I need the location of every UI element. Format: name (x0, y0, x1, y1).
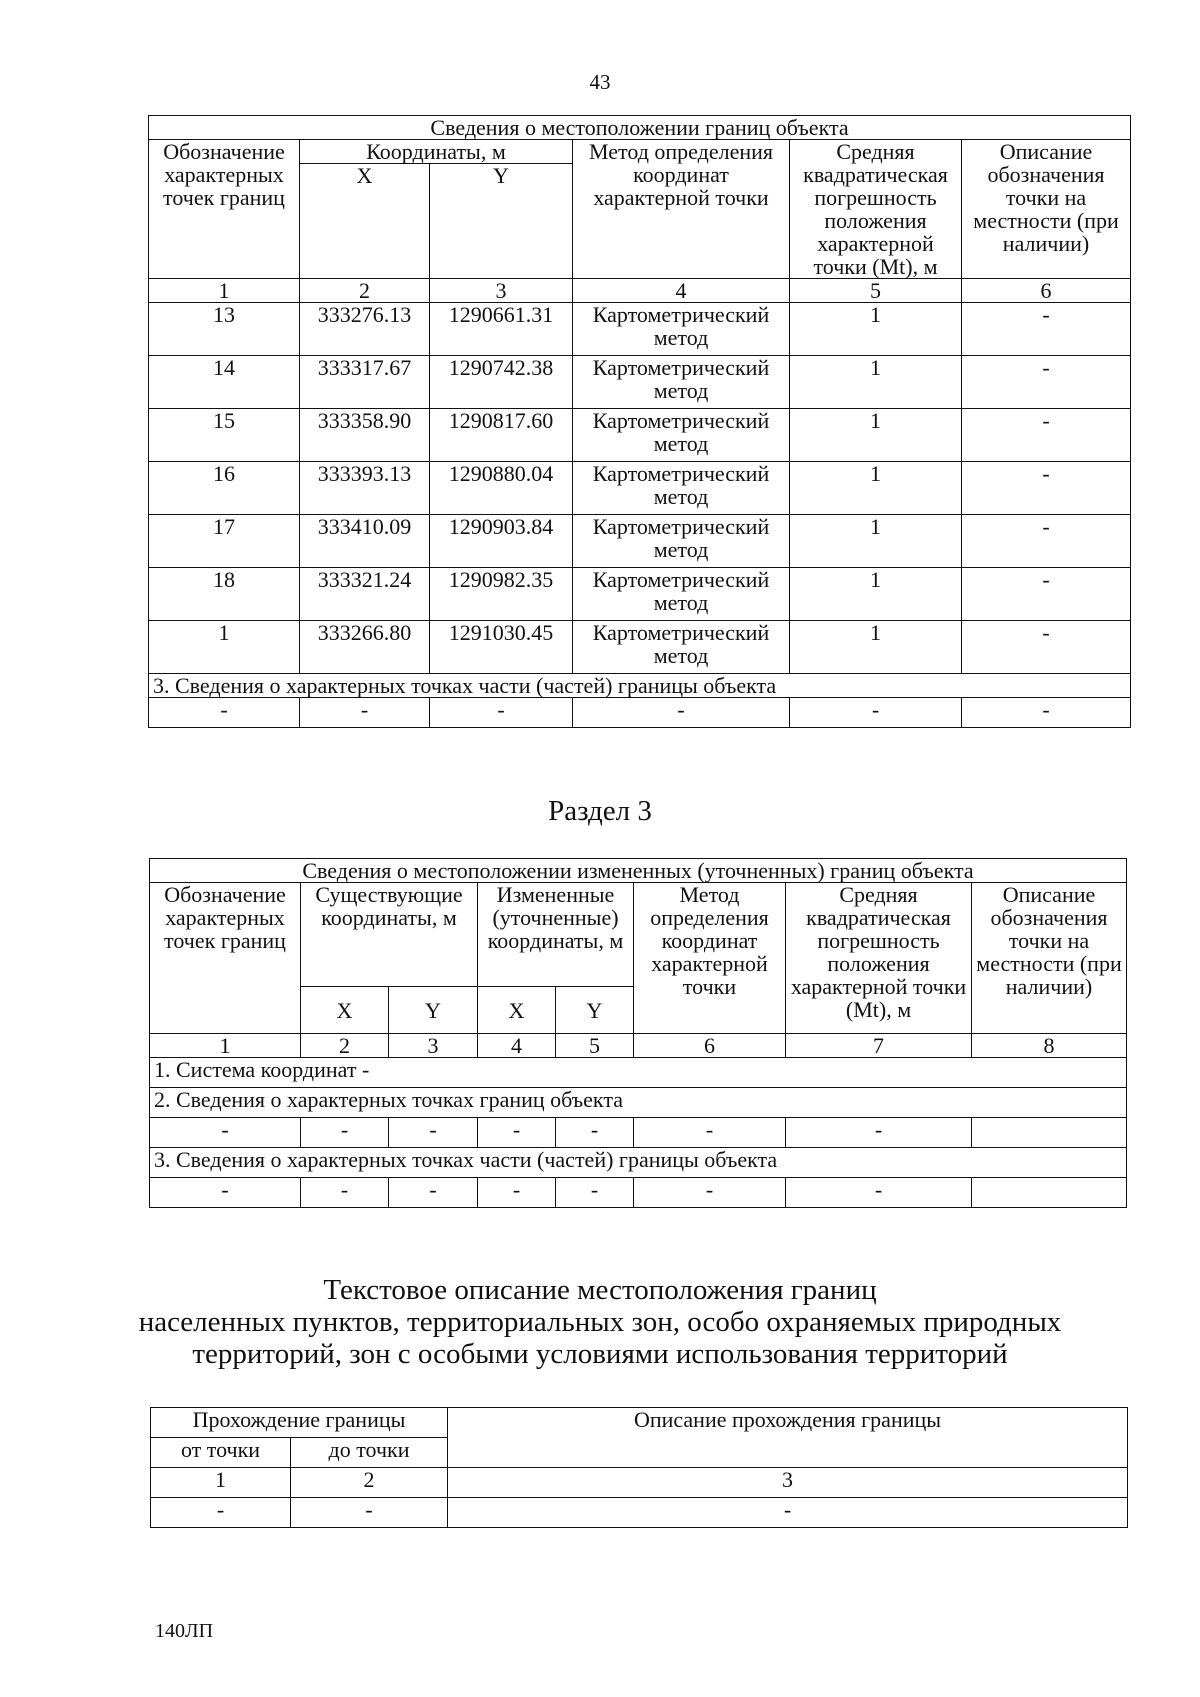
header-description: Описание обозначения точки на местности (при наличии) (962, 140, 1131, 279)
header-error: Средняя квадратическая погрешность положения характерной точки (Mt), м (790, 140, 962, 279)
error-value: 1 (790, 515, 962, 568)
boundary-location-table (148, 115, 1131, 728)
coord-x: 333393.13 (300, 462, 430, 515)
point-id: 13 (149, 303, 300, 356)
table-row (151, 1498, 1128, 1528)
document-code: 140ЛП (155, 1620, 214, 1642)
col-number: 5 (556, 1034, 634, 1058)
table-row (149, 303, 1131, 356)
header-method: Метод определения координат характерной точки (634, 883, 786, 1034)
header-from-point: от точки (151, 1438, 291, 1468)
description-title-line: Текстовое описание местоположения границ (323, 1274, 877, 1306)
table-title: Сведения о местоположении границ объекта (149, 116, 1131, 140)
col-number: 5 (790, 279, 962, 303)
coord-y: 1290742.38 (430, 356, 573, 409)
header-method: Метод определения координат характерной точки (573, 140, 790, 279)
cell (972, 1178, 1127, 1208)
coord-x: 333276.13 (300, 303, 430, 356)
header-existing-coords: Существующие координаты, м (301, 883, 478, 987)
col-number: 1 (150, 1034, 301, 1058)
section3-title: 3. Сведения о характерных точках части (частей) границы объекта (149, 674, 1131, 698)
col-number: 1 (151, 1468, 291, 1498)
method: Картометрический метод (573, 303, 790, 356)
col-number: 3 (430, 279, 573, 303)
table-row (149, 698, 1131, 728)
table-title: Сведения о местоположении измененных (уточненных) границ объекта (150, 859, 1127, 883)
method: Картометрический метод (573, 462, 790, 515)
coord-x: 333358.90 (300, 409, 430, 462)
method: Картометрический метод (573, 515, 790, 568)
header-to-point: до точки (291, 1438, 448, 1468)
coord-x: 333410.09 (300, 515, 430, 568)
changed-boundary-table (149, 858, 1127, 1208)
header-passage-description: Описание прохождения границы (448, 1408, 1128, 1468)
cell: - (556, 1118, 634, 1148)
point-description: - (962, 303, 1131, 356)
section2-title: 2. Сведения о характерных точках границ объекта (150, 1088, 1127, 1118)
col-number: 2 (301, 1034, 389, 1058)
col-number: 1 (149, 279, 300, 303)
header-designation: Обозначение характерных точек границ (149, 140, 300, 279)
table-row (149, 409, 1131, 462)
error-value: 1 (790, 621, 962, 674)
col-number: 4 (478, 1034, 556, 1058)
table-row (149, 568, 1131, 621)
cell: - (478, 1178, 556, 1208)
point-description: - (962, 621, 1131, 674)
description-title-line: населенных пунктов, территориальных зон, особо охраняемых природных (138, 1306, 1062, 1338)
cell: - (149, 698, 300, 728)
description-title-line: территорий, зон с особыми условиями использования территорий (192, 1338, 1008, 1370)
cell: - (291, 1498, 448, 1528)
header-coordinates: Координаты, м (300, 140, 573, 164)
method: Картометрический метод (573, 568, 790, 621)
boundary-passage-table (150, 1407, 1128, 1528)
header-y: Y (389, 987, 478, 1034)
coord-x: 333317.67 (300, 356, 430, 409)
cell: - (786, 1178, 972, 1208)
header-changed-coords: Измененные (уточненные) координаты, м (478, 883, 634, 987)
col-number: 3 (448, 1468, 1128, 1498)
cell: - (790, 698, 962, 728)
method: Картометрический метод (573, 356, 790, 409)
cell: - (389, 1118, 478, 1148)
point-id: 18 (149, 568, 300, 621)
header-x: X (301, 987, 389, 1034)
point-id: 15 (149, 409, 300, 462)
cell: - (573, 698, 790, 728)
table-row (149, 515, 1131, 568)
coord-system-row: 1. Система координат - (150, 1058, 1127, 1088)
point-description: - (962, 568, 1131, 621)
point-id: 1 (149, 621, 300, 674)
col-number: 8 (972, 1034, 1127, 1058)
page-number: 43 (589, 70, 611, 94)
col-number: 7 (786, 1034, 972, 1058)
coord-x: 333266.80 (300, 621, 430, 674)
cell: - (301, 1178, 389, 1208)
point-id: 16 (149, 462, 300, 515)
point-description: - (962, 409, 1131, 462)
coord-y: 1290982.35 (430, 568, 573, 621)
cell: - (300, 698, 430, 728)
section3-title: 3. Сведения о характерных точках части (частей) границы объекта (150, 1148, 1127, 1178)
header-x: X (300, 164, 430, 279)
description-title (0, 1274, 1200, 1370)
col-number: 2 (291, 1468, 448, 1498)
coord-y: 1290880.04 (430, 462, 573, 515)
col-number: 4 (573, 279, 790, 303)
col-number: 3 (389, 1034, 478, 1058)
table-row (149, 356, 1131, 409)
coord-y: 1291030.45 (430, 621, 573, 674)
point-id: 14 (149, 356, 300, 409)
cell: - (150, 1118, 301, 1148)
method: Картометрический метод (573, 409, 790, 462)
cell: - (556, 1178, 634, 1208)
cell: - (634, 1118, 786, 1148)
table-row (149, 621, 1131, 674)
cell: - (634, 1178, 786, 1208)
header-passage: Прохождение границы (151, 1408, 448, 1438)
header-designation: Обозначение характерных точек границ (150, 883, 301, 1034)
header-error: Средняя квадратическая погрешность положения характерной точки (Mt), м (786, 883, 972, 1034)
point-description: - (962, 356, 1131, 409)
header-y: Y (556, 987, 634, 1034)
col-number: 6 (962, 279, 1131, 303)
cell (972, 1118, 1127, 1148)
coord-y: 1290661.31 (430, 303, 573, 356)
cell: - (430, 698, 573, 728)
col-number: 6 (634, 1034, 786, 1058)
point-id: 17 (149, 515, 300, 568)
error-value: 1 (790, 303, 962, 356)
table-row (150, 1118, 1127, 1148)
cell: - (478, 1118, 556, 1148)
point-description: - (962, 462, 1131, 515)
error-value: 1 (790, 568, 962, 621)
cell: - (962, 698, 1131, 728)
cell: - (389, 1178, 478, 1208)
section-heading: Раздел 3 (548, 795, 652, 827)
header-x: X (478, 987, 556, 1034)
method: Картометрический метод (573, 621, 790, 674)
cell: - (448, 1498, 1128, 1528)
header-description: Описание обозначения точки на местности (при наличии) (972, 883, 1127, 1034)
col-number: 2 (300, 279, 430, 303)
coord-y: 1290817.60 (430, 409, 573, 462)
cell: - (150, 1178, 301, 1208)
cell: - (301, 1118, 389, 1148)
point-description: - (962, 515, 1131, 568)
table-row (150, 1178, 1127, 1208)
error-value: 1 (790, 356, 962, 409)
header-y: Y (430, 164, 573, 279)
coord-y: 1290903.84 (430, 515, 573, 568)
coord-x: 333321.24 (300, 568, 430, 621)
cell: - (151, 1498, 291, 1528)
error-value: 1 (790, 462, 962, 515)
error-value: 1 (790, 409, 962, 462)
table-row (149, 462, 1131, 515)
cell: - (786, 1118, 972, 1148)
